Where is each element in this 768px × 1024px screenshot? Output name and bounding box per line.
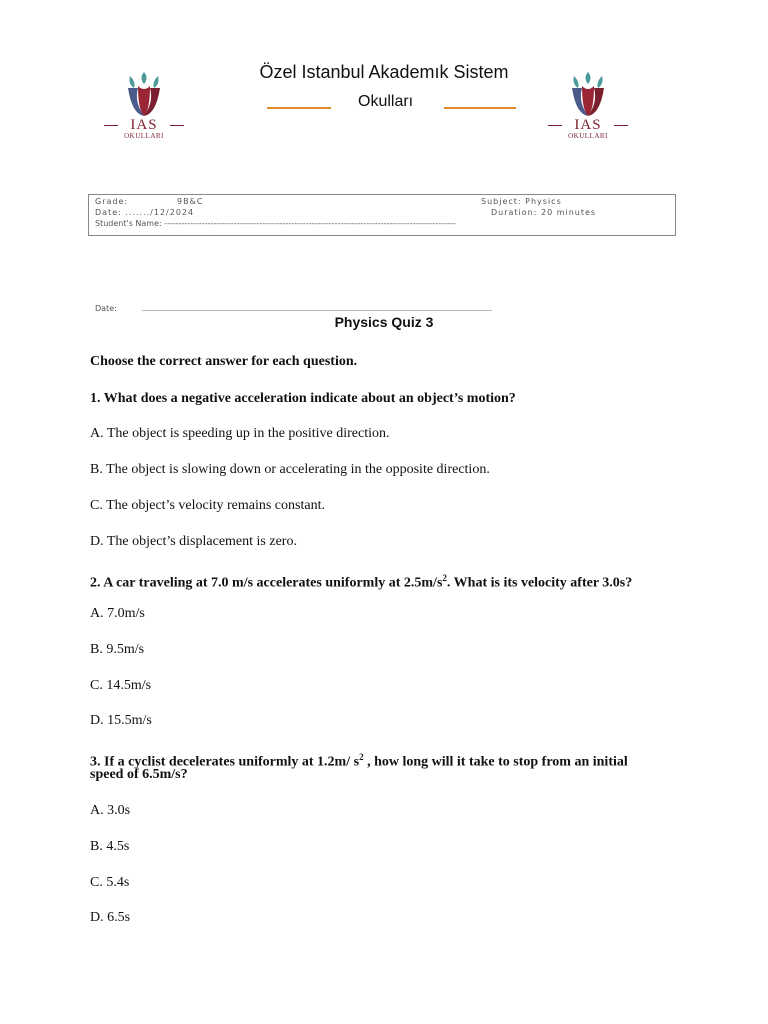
header-divider-right bbox=[444, 107, 516, 109]
question-1: 1. What does a negative acceleration indicate about an object’s motion? bbox=[90, 391, 516, 406]
instructions: Choose the correct answer for each question. bbox=[90, 354, 358, 369]
date-underline bbox=[142, 310, 492, 311]
logo-name: IAS bbox=[548, 118, 628, 132]
question-3-line-2: speed of 6.5m/s? bbox=[90, 767, 188, 782]
q1-option-d: D. The object’s displacement is zero. bbox=[90, 534, 297, 549]
q2-option-b: B. 9.5m/s bbox=[90, 642, 145, 657]
q3-option-c: C. 5.4s bbox=[90, 875, 130, 890]
q2-text: 2. A car traveling at 7.0 m/s accelerates uniformly at 2.5m/s bbox=[90, 575, 443, 591]
q3-superscript: 2 bbox=[359, 752, 364, 762]
q3-text-end: , how long will it take to stop from an initial bbox=[363, 754, 628, 770]
q2-text-end: . What is its velocity after 3.0s? bbox=[446, 575, 633, 591]
q1-option-c: C. The object’s velocity remains constant. bbox=[90, 498, 325, 513]
q2-superscript: 2 bbox=[442, 573, 447, 583]
subject-label: Subject: Physics bbox=[481, 197, 562, 206]
grade-value: 9B&C bbox=[177, 197, 204, 206]
quiz-title: Physics Quiz 3 bbox=[334, 314, 434, 330]
logo-name: IAS bbox=[104, 118, 184, 132]
header-divider-left bbox=[267, 107, 331, 109]
logo-subtext: OKULLARI bbox=[124, 132, 164, 140]
school-name: Özel Istanbul Akademık Sistem bbox=[259, 62, 509, 82]
q2-option-c: C. 14.5m/s bbox=[90, 678, 152, 693]
q3-option-b: B. 4.5s bbox=[90, 839, 130, 854]
date-label: Date: bbox=[95, 304, 117, 313]
student-info-box bbox=[88, 194, 676, 236]
q3-option-d: D. 6.5s bbox=[90, 910, 131, 925]
date-field: Date: ......./12/2024 bbox=[95, 208, 195, 217]
logo-subtext: OKULLARI bbox=[568, 132, 608, 140]
grade-label: Grade: bbox=[95, 197, 129, 206]
q3-option-a: A. 3.0s bbox=[90, 803, 131, 818]
q2-option-d: D. 15.5m/s bbox=[90, 713, 152, 728]
duration-label: Duration: 20 minutes bbox=[491, 208, 597, 217]
school-subname: Okulları bbox=[358, 93, 414, 110]
q2-option-a: A. 7.0m/s bbox=[90, 606, 145, 621]
q1-option-a: A. The object is speeding up in the positive direction. bbox=[90, 426, 390, 441]
question-2 bbox=[90, 569, 632, 593]
q3-text: 3. If a cyclist decelerates uniformly at 1.2m/ s bbox=[90, 754, 360, 770]
q1-option-b: B. The object is slowing down or accelerating in the opposite direction. bbox=[90, 462, 490, 477]
student-name-field: Student's Name: ----------------------------------------------------------------------------------------------------- bbox=[95, 219, 456, 228]
